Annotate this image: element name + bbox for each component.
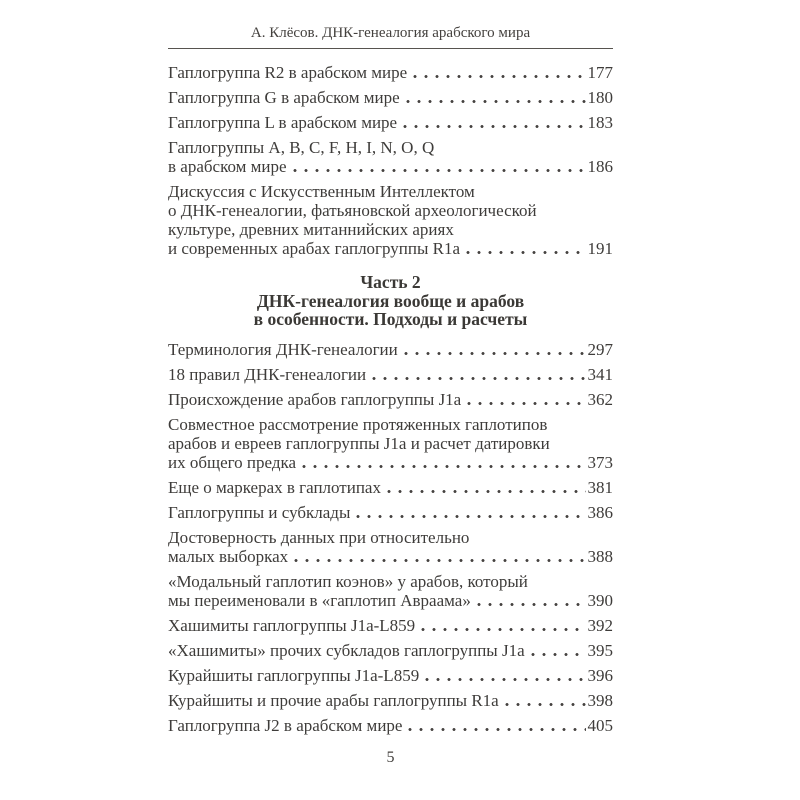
toc-entry: [168, 138, 613, 176]
dot-leader: [404, 351, 586, 356]
toc-entry-page: 186: [587, 157, 613, 176]
toc-entry-row: [168, 390, 613, 409]
toc-entry-line: арабов и евреев гаплогруппы J1a и расчет датировки: [168, 433, 550, 453]
toc-entry-row: [168, 591, 613, 610]
toc-list: [168, 63, 613, 735]
toc-entry: [168, 365, 613, 384]
toc-entry-title: Происхождение арабов гаплогруппы J1a: [168, 389, 462, 409]
dot-leader: [505, 702, 586, 707]
dot-leader: [302, 464, 585, 469]
toc-entry-line: Дискуссия с Искусственным Интеллектом: [168, 182, 475, 201]
running-header: [168, 25, 613, 49]
dot-leader: [406, 99, 586, 104]
toc-entry-line: «Модальный гаплотип коэнов» у арабов, который: [168, 571, 528, 591]
toc-entry-title: Еще о маркерах в гаплотипах: [168, 477, 381, 497]
part-heading-line: ДНК-генеалогия вообще и арабов: [256, 290, 525, 311]
toc-entry-page: 398: [587, 690, 613, 710]
toc-entry-row: [168, 547, 613, 566]
dot-leader: [403, 124, 585, 129]
toc-entry: [168, 390, 613, 409]
toc-entry-page: 395: [587, 640, 613, 660]
toc-entry-line: о ДНК-генеалогии, фатьяновской археологической: [168, 201, 537, 220]
dot-leader: [477, 602, 586, 607]
toc-entry: [168, 572, 613, 610]
toc-entry-title: Терминология ДНК-генеалогии: [168, 339, 398, 359]
dot-leader: [466, 250, 585, 255]
toc-entry-title: Гаплогруппа J2 в арабском мире: [168, 715, 403, 735]
toc-entry-page: 386: [587, 502, 613, 522]
toc-entry-row: [168, 641, 613, 660]
toc-entry: [168, 88, 613, 107]
toc-entry-line: Гаплогруппы A, B, C, F, H, I, N, O, Q: [168, 138, 435, 157]
dot-leader: [293, 168, 586, 173]
toc-entry-row: [168, 157, 613, 176]
toc-entry-row: [168, 239, 613, 258]
toc-entry: [168, 415, 613, 472]
toc-entry-title: в арабском мире: [168, 157, 287, 176]
toc-entry: [168, 340, 613, 359]
toc-entry-row: [168, 88, 613, 107]
toc-entry-title: Курайшиты и прочие арабы гаплогруппы R1a: [168, 690, 499, 710]
toc-entry: [168, 641, 613, 660]
toc-entry-title: Гаплогруппа R2 в арабском мире: [168, 63, 408, 82]
toc-entry-title: «Хашимиты» прочих субкладов гаплогруппы J1a: [168, 640, 525, 660]
toc-entry-title: Хашимиты гаплогруппы J1a-L859: [168, 615, 416, 635]
part-heading: [168, 273, 613, 329]
toc-entry-row: [168, 478, 613, 497]
dot-leader: [425, 677, 585, 682]
toc-entry: [168, 478, 613, 497]
toc-entry-row: [168, 666, 613, 685]
toc-entry-page: 341: [587, 364, 613, 384]
toc-entry-title: 18 правил ДНК-генеалогии: [168, 364, 367, 384]
dot-leader: [294, 558, 585, 563]
toc-entry-page: 405: [587, 715, 613, 735]
toc-entry-page: 388: [587, 546, 613, 566]
toc-entry: [168, 503, 613, 522]
dot-leader: [467, 401, 585, 406]
toc-entry-page: 180: [587, 88, 613, 107]
toc-entry-line: Совместное рассмотрение протяженных гаплотипов: [168, 414, 548, 434]
toc-entry-page: 191: [587, 239, 613, 258]
toc-entry-row: [168, 365, 613, 384]
toc-entry-line: культуре, древних митаннийских ариях: [168, 220, 454, 239]
part-heading-line: в особенности. Подходы и расчеты: [253, 309, 528, 329]
toc-entry-title: Курайшиты гаплогруппы J1a-L859: [168, 665, 420, 685]
toc-entry-row: [168, 113, 613, 132]
dot-leader: [408, 727, 585, 732]
dot-leader: [356, 514, 585, 519]
dot-leader: [387, 489, 586, 494]
part-heading-line: Часть 2: [360, 272, 421, 292]
toc-entry-page: 373: [587, 452, 613, 472]
toc-entry-title: мы переименовали в «гаплотип Авраама»: [168, 590, 471, 610]
toc-entry-title: Гаплогруппы и субклады: [168, 502, 351, 522]
toc-entry: [168, 182, 613, 258]
toc-entry-title: их общего предка: [168, 452, 297, 472]
toc-entry-row: [168, 63, 613, 82]
running-title: А. Клёсов. ДНК-генеалогия арабского мира: [250, 25, 531, 41]
toc-entry: [168, 716, 613, 735]
toc-entry-row: [168, 453, 613, 472]
toc-entry: [168, 616, 613, 635]
toc-entry-title: малых выборках: [168, 546, 289, 566]
toc-entry: [168, 528, 613, 566]
toc-entry-page: 177: [587, 63, 613, 82]
toc-entry: [168, 63, 613, 82]
page-number: 5: [386, 748, 395, 766]
toc-entry-page: 390: [587, 590, 613, 610]
toc-entry: [168, 666, 613, 685]
toc-entry-page: 297: [587, 339, 613, 359]
toc-entry-row: [168, 691, 613, 710]
dot-leader: [531, 652, 586, 657]
toc-entry-page: 362: [587, 389, 613, 409]
book-page: [168, 0, 613, 767]
toc-entry-row: [168, 616, 613, 635]
toc-entry-page: 392: [587, 615, 613, 635]
toc-entry-row: [168, 716, 613, 735]
dot-leader: [372, 376, 585, 381]
toc-entry-page: 396: [587, 665, 613, 685]
toc-entry-row: [168, 340, 613, 359]
toc-entry: [168, 691, 613, 710]
dot-leader: [413, 74, 585, 79]
toc-entry-page: 183: [587, 113, 613, 132]
toc-entry-row: [168, 503, 613, 522]
toc-entry: [168, 113, 613, 132]
dot-leader: [421, 627, 585, 632]
toc-entry-line: Достоверность данных при относительно: [168, 527, 470, 547]
toc-entry-title: Гаплогруппа G в арабском мире: [168, 88, 400, 107]
toc-entry-page: 381: [587, 477, 613, 497]
toc-entry-title: и современных арабах гаплогруппы R1a: [168, 239, 461, 258]
toc-entry-title: Гаплогруппа L в арабском мире: [168, 113, 398, 132]
